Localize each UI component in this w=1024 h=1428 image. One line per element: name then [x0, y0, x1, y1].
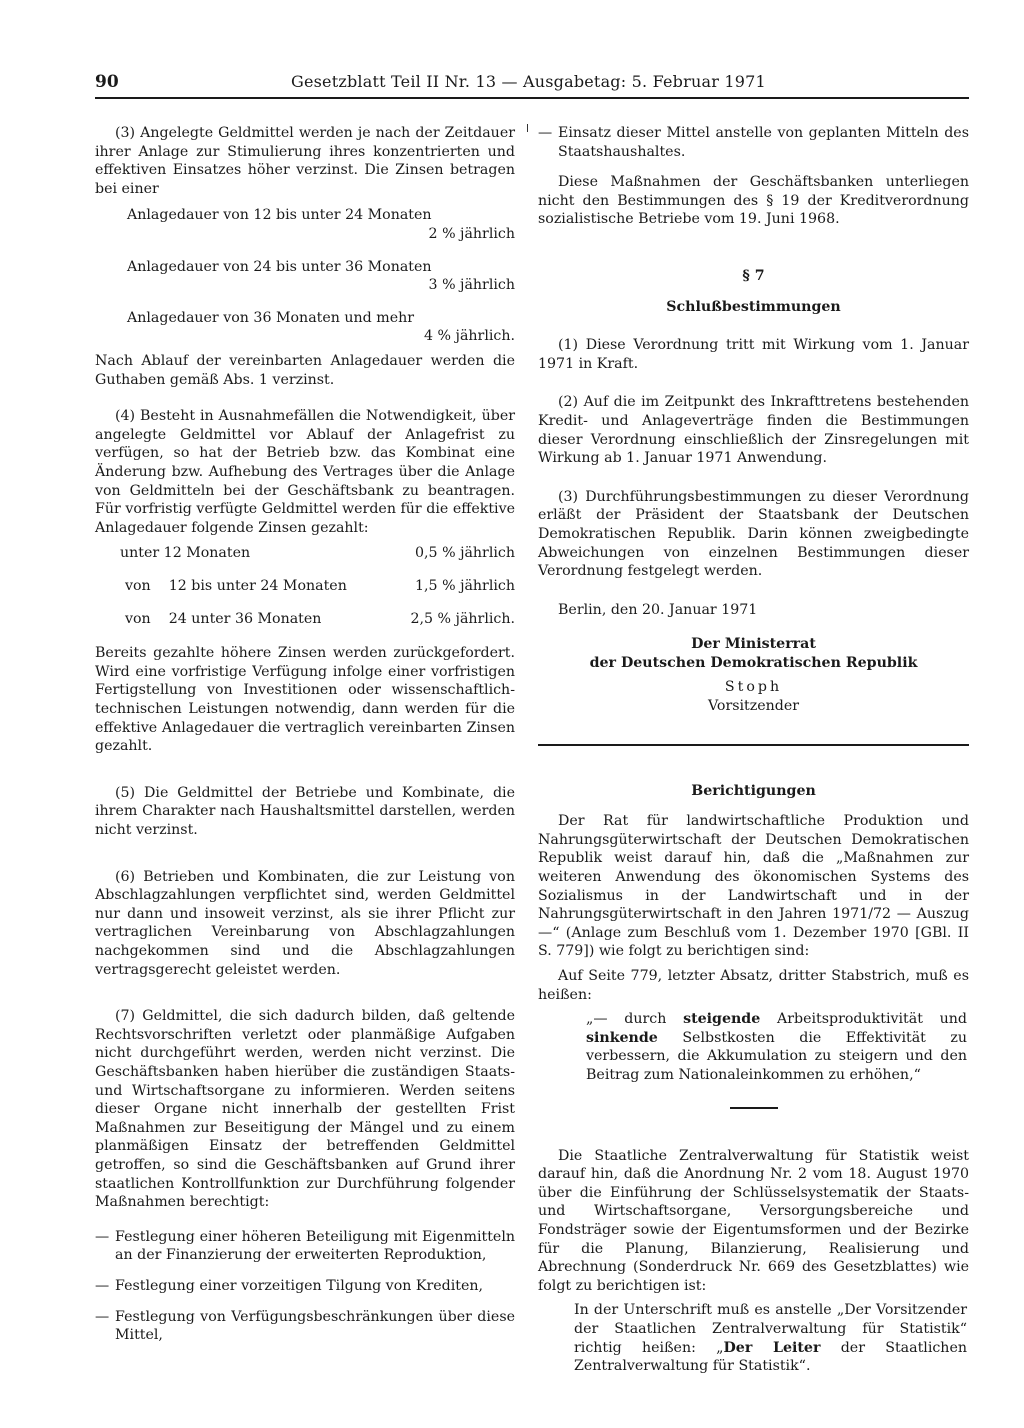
correction-2: Die Staatliche Zentralverwaltung für Statistik weist darauf hin, daß die Anordnung Nr. 2 vom 18. August 1970 über die Einführung der Schlüsselsystematik der Staats- und Wirtschaftsorgane, Versorgungsbereiche und Fondsträger sowie der Eigentumsformen und der Bezirke für die Planung, Bilanzierung, Realisierung und Abrechnung (Sonderdruck Nr. 669 des Gesetzblattes) wie folgt zu berichtigen ist:: [538, 1147, 969, 1294]
quote-emphasis: steigende: [683, 1011, 761, 1028]
final-provision-3: (3) Durchführungsbestimmungen zu dieser Verordnung erläßt der Präsident der Staatsbank der Deutschen Demokratischen Republik. Darin können zweigbedingte Abweichungen von einzelnen Bestimmungen dieser Verordnung festgelegt werden.: [538, 488, 969, 580]
section-rule: [538, 744, 969, 746]
page-header: [95, 72, 969, 98]
rate-row: [95, 570, 515, 603]
signature-role: Vorsitzender: [707, 698, 800, 715]
rate-label: von 24 unter 36 Monaten: [125, 611, 322, 628]
correction-1-quote: [538, 1010, 969, 1084]
dash-bullet: —: [95, 1277, 110, 1294]
paragraph-3-end: Nach Ablauf der vereinbarten Anlagedauer werden die Guthaben gemäß Abs. 1 verzinst.: [95, 352, 515, 388]
correction-2-quote: [538, 1301, 969, 1375]
dash-bullet: —: [538, 125, 553, 141]
gazette-title: Gesetzblatt Teil II Nr. 13 — Ausgabetag: 5. Februar 1971: [291, 72, 766, 91]
signature-name: Stoph: [724, 679, 783, 696]
duration-item: [95, 206, 515, 243]
duration-item: [95, 258, 515, 295]
duration-rate: 4 % jährlich.: [424, 328, 515, 345]
signature-org-line-2: der Deutschen Demokratischen Republik: [589, 654, 918, 671]
left-column: [95, 124, 515, 1345]
duration-list: [95, 206, 515, 346]
rate-label: unter 12 Monaten: [120, 545, 251, 562]
measures-list: [95, 1228, 515, 1345]
correction-1: Der Rat für landwirtschaftliche Produktion und Nahrungsgüterwirtschaft der Deutschen Demokratischen Republik weist darauf hin, daß die „Maßnahmen zur weiteren Anwendung des ökonomischen Systems des Sozialismus in der Landwirtschaft und in der Nahrungsgüterwirtschaft in den Jahren 1971/72 — Auszug—“ (Anlage zum Beschluß vom 1. Dezember 1970 [GBl. II S. 779]) wie folgt zu berichtigen sind:: [538, 813, 969, 960]
rate-row: [95, 537, 515, 570]
list-item-text: Festlegung einer höheren Beteiligung mit Eigenmitteln an der Finanzierung der erweiterten Reproduktion,: [115, 1228, 515, 1264]
rate-value: 1,5 % jährlich: [415, 578, 515, 595]
rate-row: [95, 603, 515, 636]
list-item: [538, 124, 969, 161]
paragraph-3-intro: (3) Angelegte Geldmittel werden je nach der Zeitdauer ihrer Anlage zur Stimulierung ihres konzentrierten und effektiven Einsatzes höher verzinst. Die Zinsen betragen bei einer: [95, 125, 515, 197]
duration-label: Anlagedauer von 24 bis unter 36 Monaten: [127, 258, 432, 275]
quote-emphasis: Der Leiter: [723, 1339, 821, 1356]
final-provision-1: (1) Diese Verordnung tritt mit Wirkung vom 1. Januar 1971 in Kraft.: [538, 337, 969, 372]
signature-org-line-1: Der Ministerrat: [691, 636, 816, 653]
quote-text: Selbstkosten die Effektivität zu verbessern, die Akkumulation zu steigern und den Beitrag zum Nationaleinkommen zu erhöhen,“: [586, 1029, 967, 1083]
duration-label: Anlagedauer von 12 bis unter 24 Monaten: [127, 207, 432, 224]
right-column: [538, 124, 969, 1376]
list-item-text: Festlegung einer vorzeitigen Tilgung von Krediten,: [115, 1277, 484, 1294]
rate-value: 0,5 % jährlich: [415, 545, 515, 562]
paragraph-4-end: Bereits gezahlte höhere Zinsen werden zurückgefordert. Wird eine vorfristige Verfügung infolge einer vorfristigen Fertigstellung von Investitionen oder wissenschaftlich-technischen Leistungen notwendig, dann werden für die effektive Anlagedauer die vertraglich vereinbarten Zinsen gezahlt.: [95, 645, 515, 755]
quote-text: Arbeitsproduktivität und: [760, 1011, 967, 1028]
final-provision-2: (2) Auf die im Zeitpunkt des Inkrafttretens bestehenden Kredit- und Anlageverträge finden die Bestimmungen dieser Verordnung einschließlich der Zinsregelungen mit Wirkung ab 1. Januar 1971 Anwendung.: [538, 394, 969, 467]
correction-1-instruction: Auf Seite 779, letzter Absatz, dritter Stabstrich, muß es heißen:: [538, 968, 969, 1003]
dash-bullet: —: [95, 1308, 110, 1325]
section-title: Schlußbestimmungen: [666, 298, 841, 315]
dash-bullet: —: [95, 1228, 110, 1245]
list-item: [95, 1308, 515, 1345]
quote-text: „— durch: [586, 1011, 684, 1028]
rate-value: 2,5 % jährlich.: [410, 611, 515, 628]
quote-text: In der Unterschrift muß es anstelle „Der Vorsitzender der Staatlichen Zentralverwaltung für Statistik“ richtig heißen: „: [574, 1302, 967, 1356]
duration-rate: 2 % jährlich: [428, 225, 515, 242]
paragraph-4-intro: (4) Besteht in Ausnahmefällen die Notwendigkeit, über angelegte Geldmittel vor Ablauf der Anlagefrist zu verfügen, so hat der Betrieb bzw. das Kombinat eine Änderung bzw. Aufhebung des Vertrages über die Anlage von Geldmitteln bei der Geschäftsbank zu beantragen. Für vorfristig verfügte Geldmittel werden für die effektive Anlagedauer folgende Zinsen gezahlt:: [95, 408, 515, 536]
corrections-title: Berichtigungen: [691, 782, 816, 799]
header-rule: [95, 97, 969, 99]
duration-item: [95, 309, 515, 346]
paragraph-5: (5) Die Geldmittel der Betriebe und Kombinate, die ihrem Charakter nach Haushaltsmittel darstellen, werden nicht verzinst.: [95, 784, 515, 839]
list-item: [95, 1277, 515, 1296]
list-item-text: Festlegung von Verfügungsbeschränkungen über diese Mittel,: [115, 1308, 515, 1344]
list-item-text: Einsatz dieser Mittel anstelle von geplanten Mitteln des Staatshaushaltes.: [558, 125, 969, 160]
short-rule: [730, 1107, 778, 1109]
page-number: 90: [95, 72, 119, 92]
column-divider: [527, 124, 528, 132]
list-item: [95, 1228, 515, 1265]
paragraph-6: (6) Betrieben und Kombinaten, die zur Leistung von Abschlagzahlungen verpflichtet sind, werden Geldmittel nur dann und insoweit verzinst, als sie ihrer Pflicht zur vertraglichen Vereinbarung von Abschlagzahlungen nachgekommen sind und die Abschlagzahlungen vertragsgerecht geleistet werden.: [95, 868, 515, 978]
quote-emphasis: sinkende: [586, 1029, 658, 1046]
duration-rate: 3 % jährlich: [428, 277, 515, 294]
paragraph-7: (7) Geldmittel, die sich dadurch bilden, daß geltende Rechtsvorschriften verletzt oder planmäßige Aufgaben nicht durchgeführt werden, werden nicht verzinst. Die Geschäftsbanken haben hierüber die zuständigen Staats- und Wirtschaftsorgane zu informieren. Werden seitens dieser Organe nicht innerhalb der gestellten Frist Maßnahmen zur Beseitigung der Mängel und zu einem planmäßigen Einsatz der betreffenden Geldmittel getroffen, so sind die Geschäftsbanken auf Grund ihrer staatlichen Kontrollfunktion zur Durchführung folgender Maßnahmen berechtigt:: [95, 1008, 515, 1211]
section-number: § 7: [742, 267, 765, 284]
measures-closing: Diese Maßnahmen der Geschäftsbanken unterliegen nicht den Bestimmungen des § 19 der Kreditverordnung sozialistische Betriebe vom 19. Juni 1968.: [538, 174, 969, 228]
place-date: Berlin, den 20. Januar 1971: [558, 601, 758, 618]
early-rate-table: [95, 537, 515, 636]
duration-label: Anlagedauer von 36 Monaten und mehr: [127, 309, 415, 326]
rate-label: von 12 bis unter 24 Monaten: [125, 578, 347, 595]
quote-text: der Staatlichen Zentralverwaltung für Statistik“.: [574, 1339, 967, 1375]
